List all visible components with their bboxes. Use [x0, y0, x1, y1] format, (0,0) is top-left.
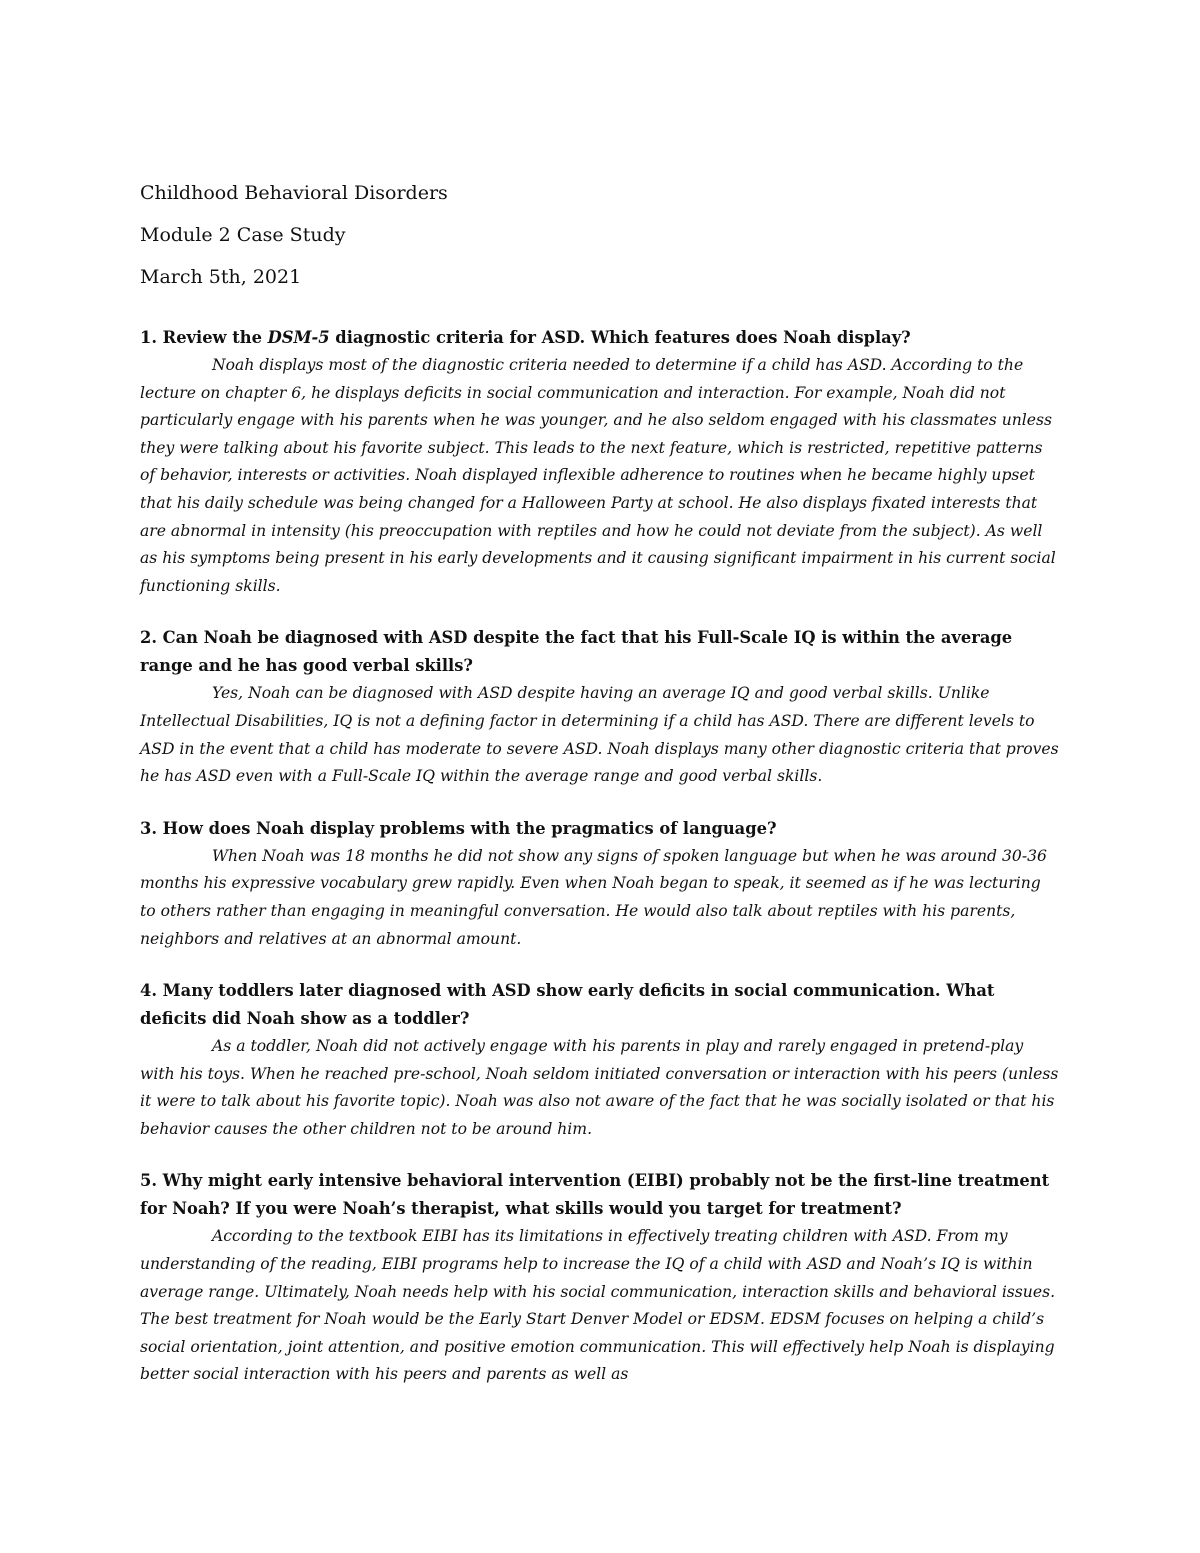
- question-1: [140, 324, 1060, 600]
- question-5-title: 5. Why might early intensive behavioral intervention (EIBI) probably not be the first-line treatment for Noah? If you were Noah’s therapist, what skills would you target for treatment?: [140, 1171, 1050, 1219]
- document-date: March 5th, 2021: [140, 266, 302, 288]
- question-5-answer: According to the textbook EIBI has its limitations in effectively treating children with ASD. From my understanding of the reading, EIBI programs help to increase the IQ of a child with ASD and Noah’s IQ is within average range. Ultimately, Noah needs help with his social communication, interaction skills and behavioral issues. The best treatment for Noah would be the Early Start Denver Model or EDSM. EDSM focuses on helping a child’s social orientation, joint attention, and positive emotion communication. This will effectively help Noah is displaying better social interaction with his peers and parents as well as: [140, 1227, 1056, 1384]
- question-3: [140, 815, 1060, 953]
- question-1-title-suffix: diagnostic criteria for ASD. Which features does Noah display?: [329, 328, 911, 347]
- question-3-title: 3. How does Noah display problems with the pragmatics of language?: [140, 818, 777, 838]
- question-5: [140, 1167, 1060, 1389]
- document-page: [140, 180, 1060, 1413]
- question-1-answer: Noah displays most of the diagnostic criteria needed to determine if a child has ASD. According to the lecture on chapter 6, he displays deficits in social communication and interaction. For example, Noah did not particularly engage with his parents when he was younger, and he also seldom engaged with his classmates unless they were talking about his favorite subject. This leads to the next feature, which is restricted, repetitive patterns of behavior, interests or activities. Noah displayed inflexible adherence to routines when he became highly upset that his daily schedule was being changed for a Halloween Party at school. He also displays fixated interests that are abnormal in intensity (his preoccupation with reptiles and how he could not deviate from the subject). As well as his symptoms being present in his early developments and it causing significant impairment in his current social functioning skills.: [140, 356, 1056, 595]
- question-1-title: [140, 324, 1060, 352]
- question-4-answer: As a toddler, Noah did not actively engage with his parents in play and rarely engaged in pretend-play with his toys. When he reached pre-school, Noah seldom initiated conversation or interaction with his peers (unless it were to talk about his favorite topic). Noah was also not aware of the fact that he was socially isolated or that his behavior causes the other children not to be around him.: [140, 1037, 1059, 1138]
- question-4: [140, 977, 1060, 1143]
- question-1-title-prefix: 1. Review the: [140, 328, 268, 347]
- question-1-title-emphasis: DSM-5: [267, 328, 330, 347]
- question-3-answer: When Noah was 18 months he did not show any signs of spoken language but when he was around 30-36 months his expressive vocabulary grew rapidly. Even when Noah began to speak, it seemed as if he was lecturing to others rather than engaging in meaningful conversation. He would also talk about reptiles with his parents, neighbors and relatives at an abnormal amount.: [140, 846, 1047, 948]
- question-2: [140, 624, 1060, 790]
- assignment-title: Module 2 Case Study: [140, 224, 346, 246]
- question-2-answer: Yes, Noah can be diagnosed with ASD despite having an average IQ and good verbal skills. Unlike Intellectual Disabilities, IQ is not a defining factor in determining if a child has ASD. There are different levels to ASD in the event that a child has moderate to severe ASD. Noah displays many other diagnostic criteria that proves he has ASD even with a Full-Scale IQ within the average range and good verbal skills.: [140, 684, 1059, 786]
- question-2-title: 2. Can Noah be diagnosed with ASD despite the fact that his Full-Scale IQ is within the average range and he has good verbal skills?: [140, 628, 1013, 676]
- question-4-title: 4. Many toddlers later diagnosed with ASD show early deficits in social communication. What deficits did Noah show as a toddler?: [140, 981, 995, 1029]
- course-title: Childhood Behavioral Disorders: [140, 182, 448, 204]
